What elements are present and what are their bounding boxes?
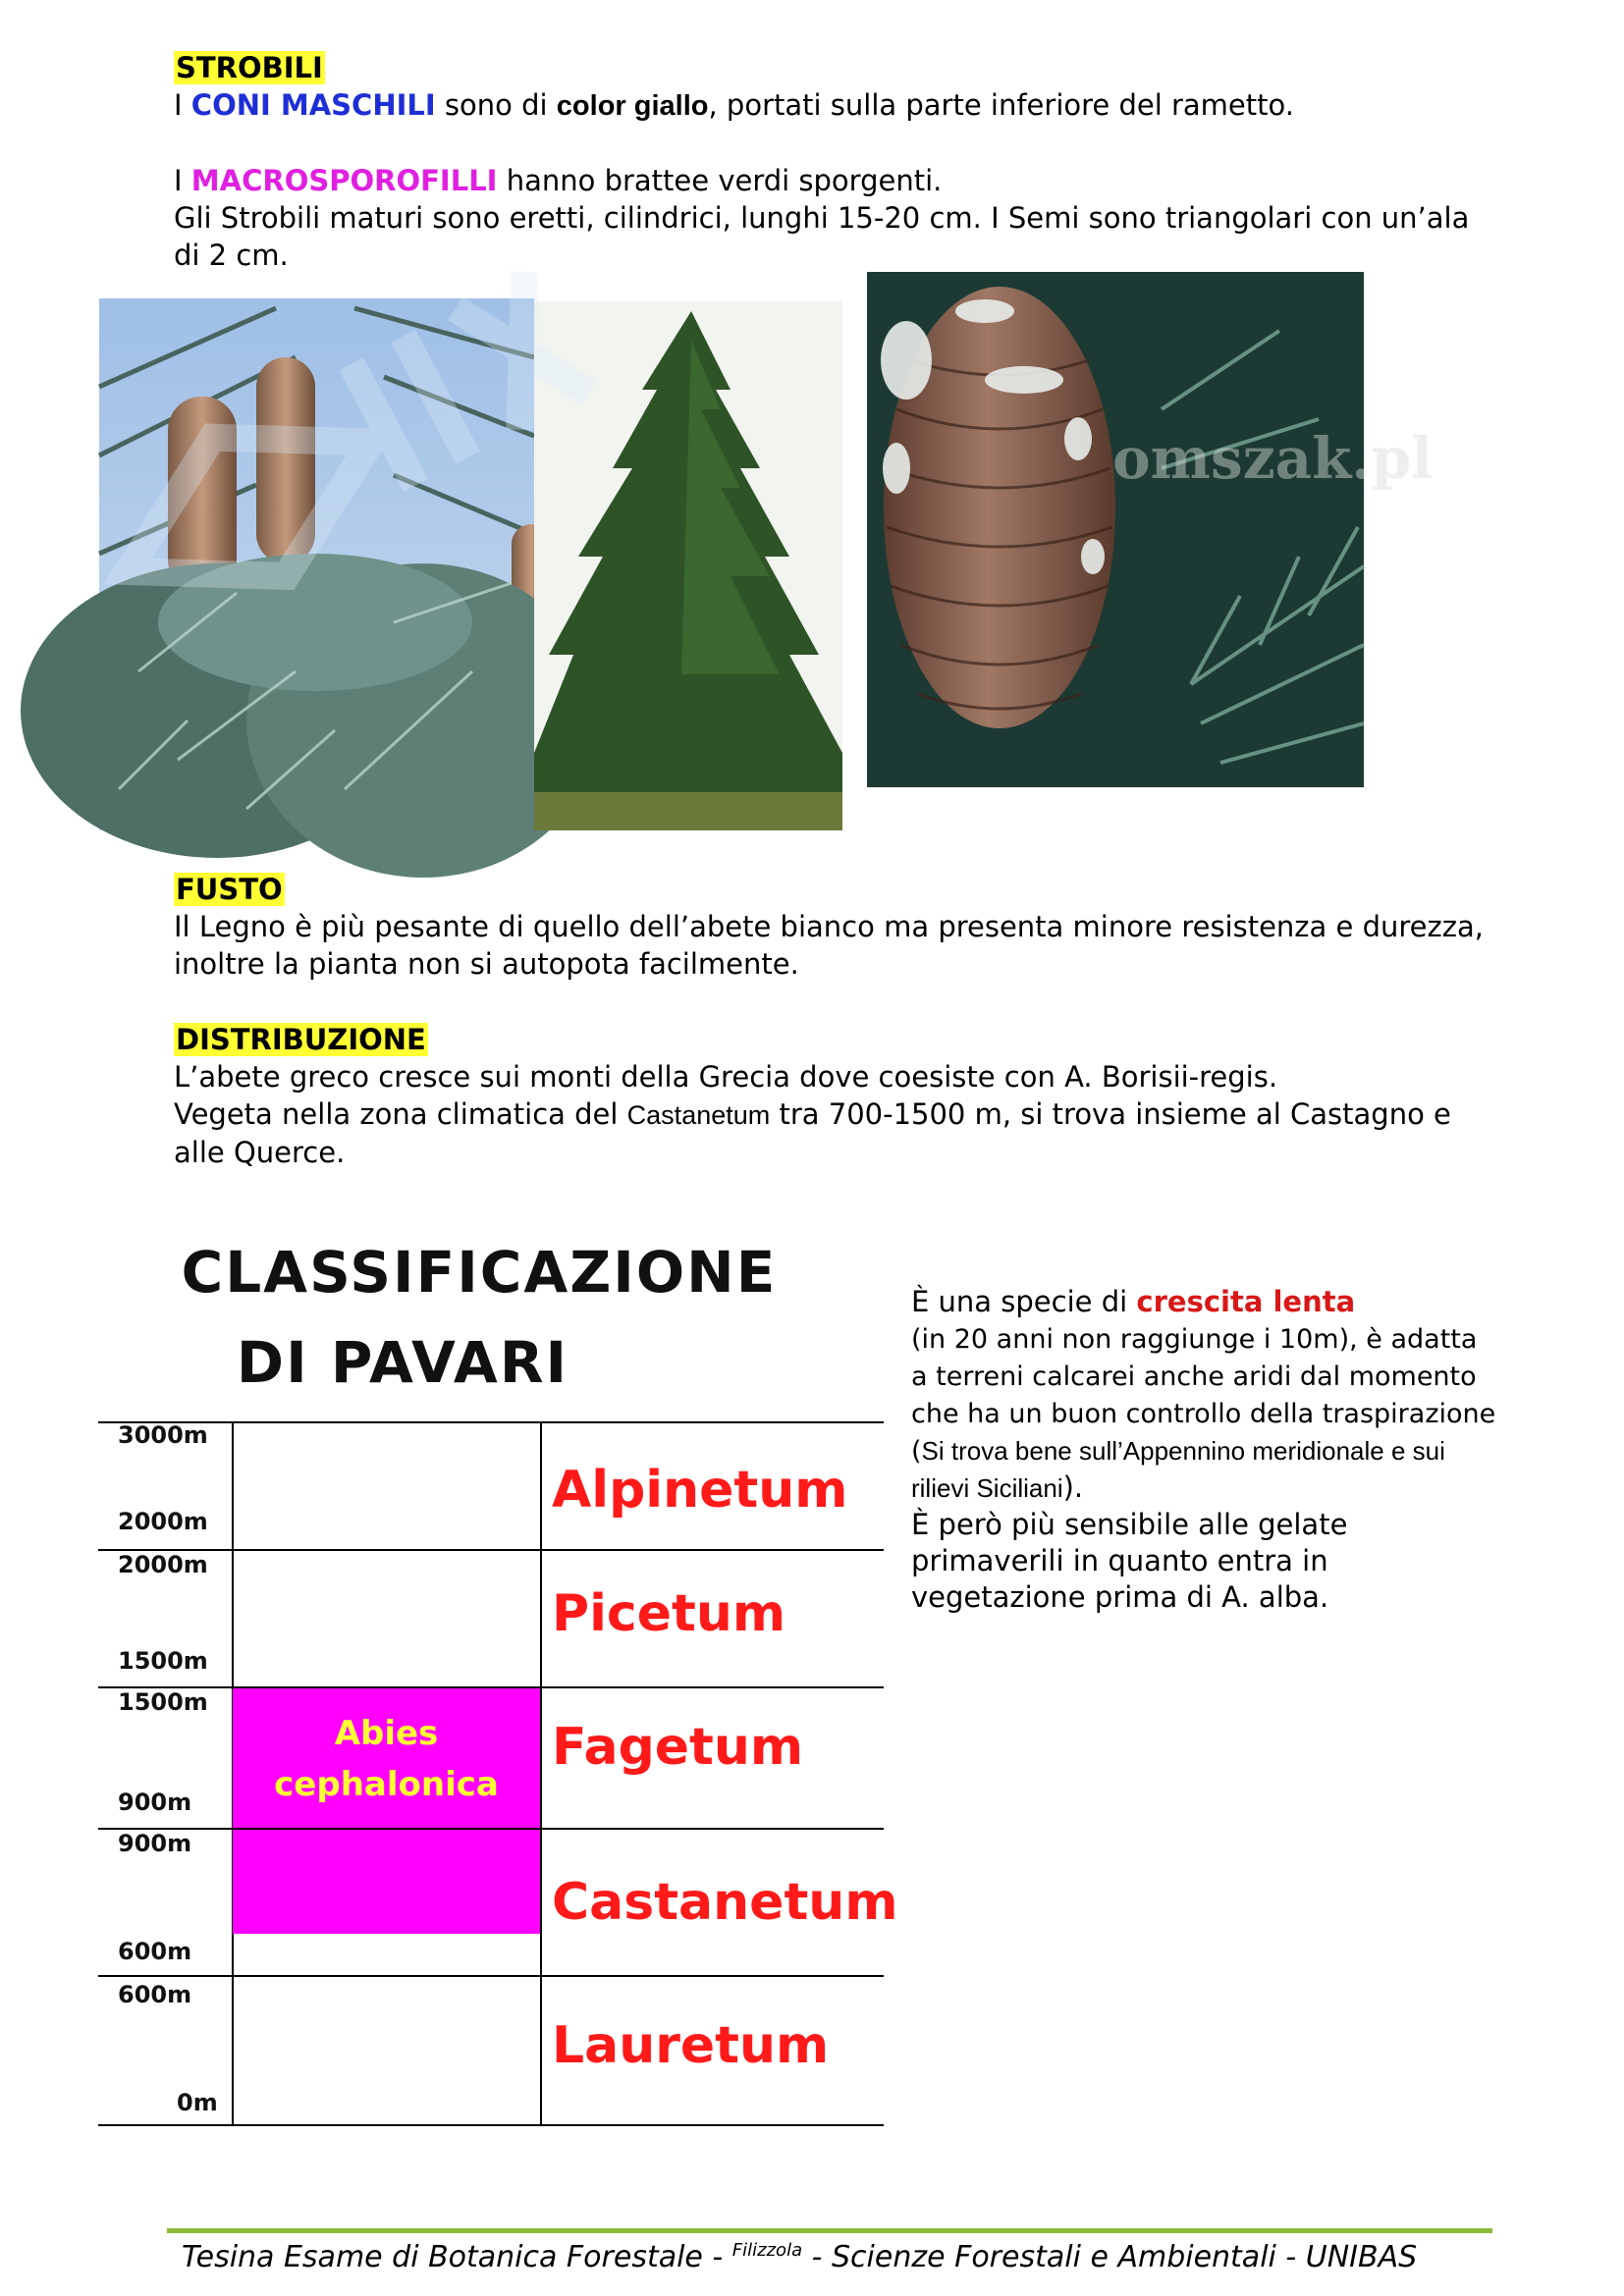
zone-label-alpinetum: Alpinetum (552, 1461, 848, 1520)
zone-cell (232, 1423, 542, 1551)
strobili-line3: Gli Strobili maturi sono eretti, cilindrici, lunghi 15-20 cm. I Semi sono triangolari con un’ala di 2 cm. (174, 201, 1470, 272)
zone-cell (232, 1551, 542, 1688)
chart-title-line2: DI PAVARI (236, 1329, 569, 1396)
altitude-label: 600m (118, 1981, 192, 2008)
zone-label-lauretum: Lauretum (552, 2016, 830, 2075)
crescita-lenta-label: crescita lenta (1136, 1285, 1356, 1318)
photo-tree (534, 301, 842, 830)
fusto-section (174, 871, 1489, 983)
distribuzione-line1: L’abete greco cresce sui monti della Grecia dove coesiste con A. Borisii-regis. (174, 1060, 1278, 1094)
zone-band-picetum (98, 1549, 884, 1688)
strobili-line2: I MACROSPOROFILLI hanno brattee verdi sporgenti. (174, 164, 943, 197)
strobili-section (174, 49, 1489, 274)
side-paragraph-1: È una specie di crescita lenta (in 20 anni non raggiunge i 10m), è adatta a terreni calcarei anche aridi dal momento che ha un buon controllo della traspirazione (Si trova bene sull’Appennino meridionale e sui rilievi Siciliani). (911, 1285, 1496, 1504)
altitude-label: 0m (177, 2089, 218, 2116)
zone-label-castanetum: Castanetum (552, 1873, 898, 1932)
distribuzione-line2: Vegeta nella zona climatica del Castanetum tra 700-1500 m, si trova insieme al Castagno e alle Querce. (174, 1097, 1451, 1169)
zone-band-alpinetum (98, 1421, 884, 1551)
altitude-label: 900m (118, 1789, 192, 1816)
macrosporofilli-label: MACROSPOROFILLI (190, 164, 498, 197)
footer-divider (167, 2228, 1492, 2233)
altitude-label: 1500m (118, 1647, 208, 1675)
abies-label-line1: Abies (334, 1714, 439, 1753)
abies-range-lower (233, 1830, 540, 1934)
coni-maschili-label: CONI MASCHILI (190, 88, 436, 122)
altitude-label: 2000m (118, 1551, 208, 1578)
pavari-classification-chart (98, 1239, 898, 2122)
altitude-label: 900m (118, 1830, 192, 1857)
watermark-text: omszak.pl (1112, 425, 1434, 492)
altitude-label: 3000m (118, 1421, 208, 1449)
photo-cone-closeup (867, 272, 1434, 787)
fusto-heading: FUSTO (176, 873, 283, 906)
altitude-label: 1500m (118, 1688, 208, 1716)
strobili-heading: STROBILI (176, 51, 323, 84)
castanetum-term: Castanetum (626, 1100, 771, 1130)
altitude-label: 2000m (118, 1508, 208, 1535)
footer-author: Filizzola (731, 2240, 803, 2261)
altitude-label: 600m (118, 1938, 192, 1965)
zone-label-picetum: Picetum (552, 1584, 786, 1643)
side-description (911, 1284, 1500, 1616)
abies-label-line2: cephalonica (274, 1765, 499, 1804)
distribuzione-section (174, 1021, 1489, 1171)
distribuzione-heading: DISTRIBUZIONE (176, 1023, 426, 1056)
side-paragraph-2: È però più sensibile alle gelate primaverili in quanto entra in vegetazione prima di A. alba. (911, 1508, 1348, 1614)
zone-label-fagetum: Fagetum (552, 1718, 804, 1777)
fusto-text: Il Legno è più pesante di quello dell’abete bianco ma presenta minore resistenza e durezza, inoltre la pianta non si autopota facilmente. (174, 910, 1484, 981)
chart-title-line1: CLASSIFICAZIONE (181, 1239, 778, 1306)
color-giallo-label: color giallo (556, 90, 709, 122)
page-footer: Tesina Esame di Botanica Forestale - $^{Filizzola}$ - Scienze Forestali e Ambientali - UNIBAS (182, 2240, 1418, 2274)
photo-cones-branch (99, 298, 534, 830)
strobili-line1: I CONI MASCHILI sono di color giallo, portati sulla parte inferiore del rametto. (174, 88, 1294, 122)
zone-cell (232, 1977, 542, 2124)
